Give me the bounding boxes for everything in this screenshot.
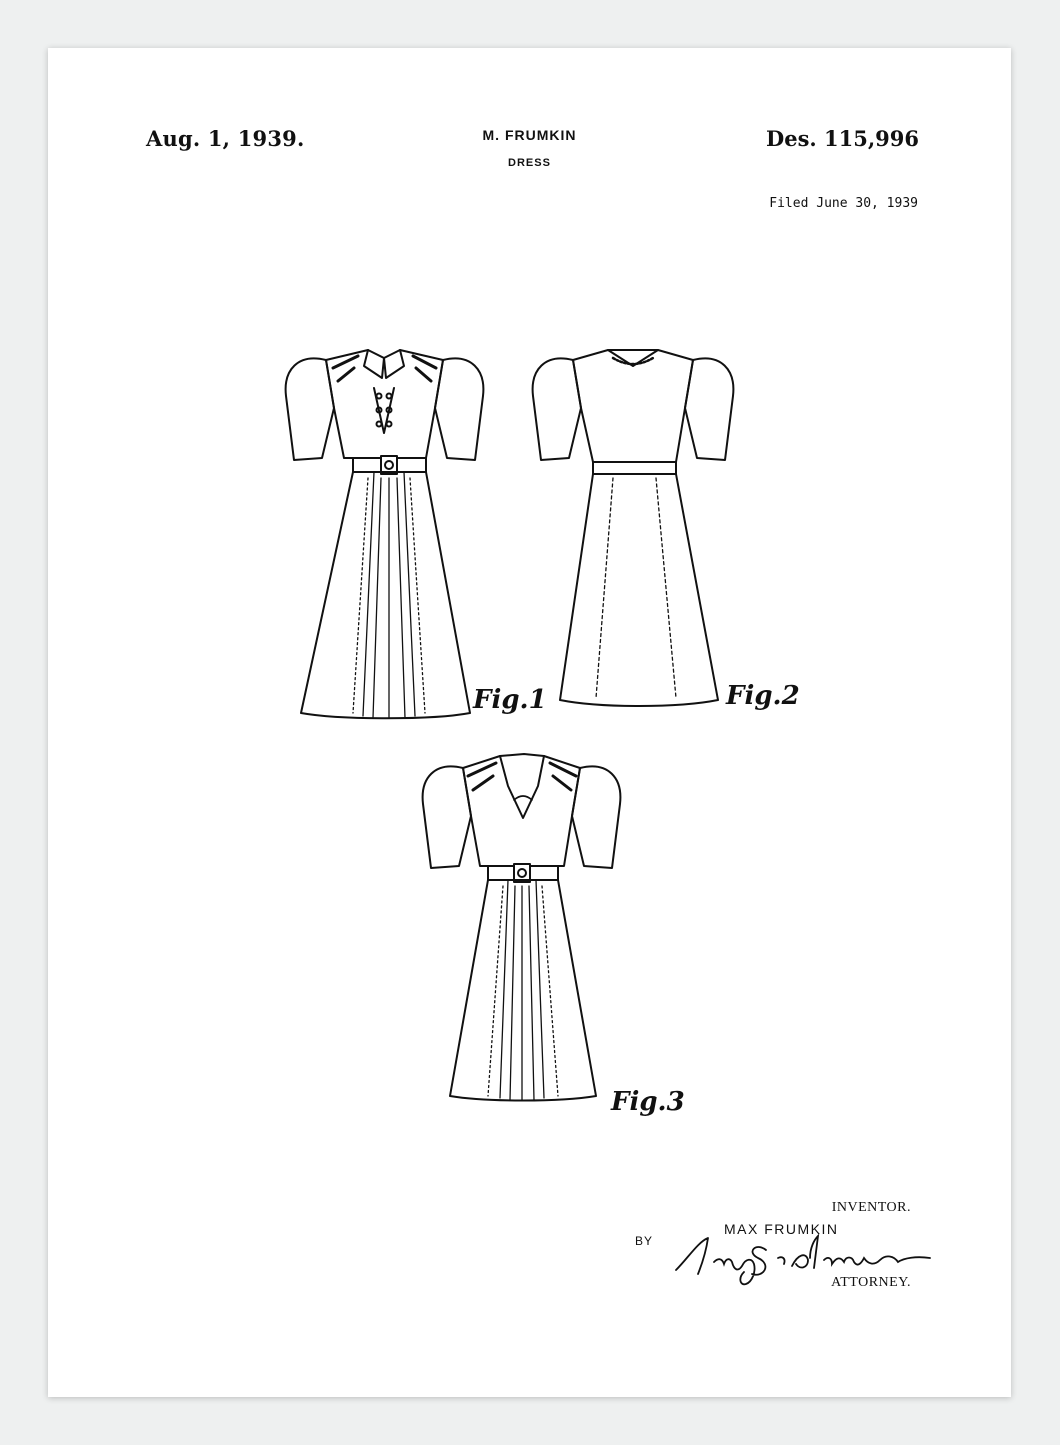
- figure-1-drawing: [286, 350, 484, 718]
- figure-2-label: Fig.2: [726, 681, 800, 711]
- figure-3-drawing: [423, 754, 621, 1101]
- filed-date: Filed June 30, 1939: [769, 196, 918, 211]
- inventor-heading: M. FRUMKIN: [482, 127, 577, 143]
- patent-drawings: [48, 48, 1011, 1397]
- design-title: DRESS: [508, 157, 551, 169]
- patent-date: Aug. 1, 1939.: [146, 126, 305, 151]
- attorney-caption: ATTORNEY.: [831, 1275, 911, 1290]
- figure-1-label: Fig.1: [473, 685, 547, 715]
- figure-2-drawing: [533, 350, 734, 706]
- patent-sheet: [48, 48, 1011, 1397]
- figure-3-label: Fig.3: [611, 1087, 685, 1117]
- inventor-caption: INVENTOR.: [831, 1200, 911, 1215]
- inventor-name: MAX FRUMKIN: [724, 1221, 839, 1237]
- by-label: BY: [635, 1234, 654, 1248]
- patent-number: Des. 115,996: [766, 126, 919, 151]
